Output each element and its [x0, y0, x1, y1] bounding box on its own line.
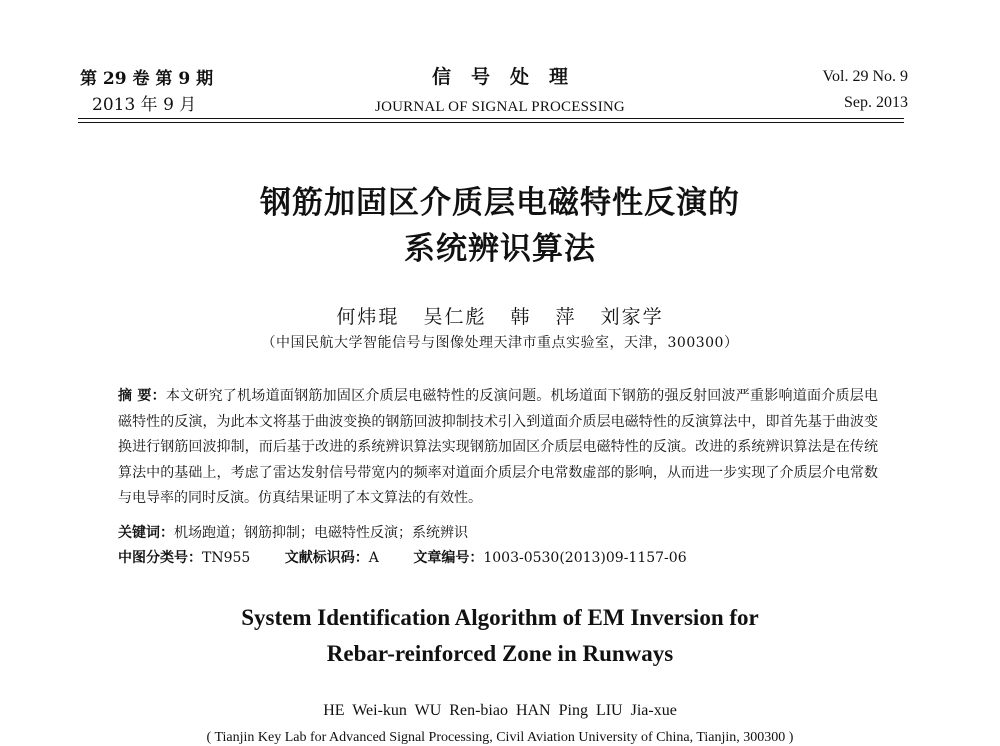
keywords-text: 机场跑道；钢筋抑制；电磁特性反演；系统辨识 — [174, 525, 468, 541]
clc-label: 中图分类号： — [118, 550, 202, 566]
header-rule-thick — [78, 118, 904, 119]
paper-title-cn-line-1: 钢筋加固区介质层电磁特性反演的 — [260, 185, 740, 221]
article-number-label: 文章编号： — [413, 550, 484, 566]
paper-title-en-line-1: System Identification Algorithm of EM Inversion for — [241, 605, 759, 630]
paper-title-cn — [150, 180, 850, 272]
document-code-label: 文献标识码： — [284, 550, 369, 566]
document-code-value: A — [368, 550, 379, 566]
header-right — [823, 64, 909, 116]
authors-cn: 何炜琨 吴仁彪 韩 萍 刘家学 — [336, 306, 664, 328]
document-code — [285, 546, 379, 570]
affiliation-en: ( Tianjin Key Lab for Advanced Signal Processing, Civil Aviation University of China, Tianjin, 300300 ) — [206, 730, 794, 745]
paper-title-en-line-2: Rebar-reinforced Zone in Runways — [326, 641, 674, 666]
volume-issue-en: Vol. 29 No. 9 — [822, 68, 908, 85]
journal-name-cn: 信号处理 — [431, 66, 588, 88]
abstract-label: 摘 要： — [118, 388, 166, 404]
keywords — [118, 521, 878, 545]
paper-title-en — [150, 600, 850, 672]
article-number — [413, 546, 686, 570]
keywords-label: 关键词： — [118, 525, 174, 541]
classification-line — [118, 546, 878, 570]
date-cn: 2013 年 9 月 — [92, 95, 197, 115]
clc-number — [118, 546, 250, 570]
clc-value: TN955 — [202, 550, 251, 566]
affiliation-cn: （中国民航大学智能信号与图像处理天津市重点实验室，天津，300300） — [261, 335, 739, 351]
volume-issue-cn: 第 29 卷 第 9 期 — [80, 69, 214, 89]
date-en: Sep. 2013 — [844, 94, 908, 111]
abstract — [118, 384, 878, 512]
paper-title-cn-line-2: 系统辨识算法 — [404, 231, 596, 267]
article-number-value: 1003-0530(2013)09-1157-06 — [483, 550, 687, 566]
journal-name-en: JOURNAL OF SIGNAL PROCESSING — [375, 99, 625, 115]
header-center — [330, 64, 670, 120]
authors-en: HE Wei-kun WU Ren-biao HAN Ping LIU Jia-xue — [323, 702, 677, 719]
abstract-text: 本文研究了机场道面钢筋加固区介质层电磁特性的反演问题。机场道面下钢筋的强反射回波严重影响道面介质层电磁特性的反演，为此本文将基于曲波变换的钢筋回波抑制技术引入到道面介质层电磁特性的反演算法中，即首先基于曲波变换进行钢筋回波抑制，而后基于改进的系统辨识算法实现钢筋加固区介质层电磁特性的反演。改进的系统辨识算法是在传统算法中的基础上，考虑了雷达发射信号带宽内的频率对道面介质层介电常数虚部的影响，从而进一步实现了介质层介电常数与电导率的同时反演。仿真结果证明了本文算法的有效性。 — [118, 388, 879, 506]
header-rule-thin — [78, 122, 904, 123]
header-left — [80, 66, 213, 118]
